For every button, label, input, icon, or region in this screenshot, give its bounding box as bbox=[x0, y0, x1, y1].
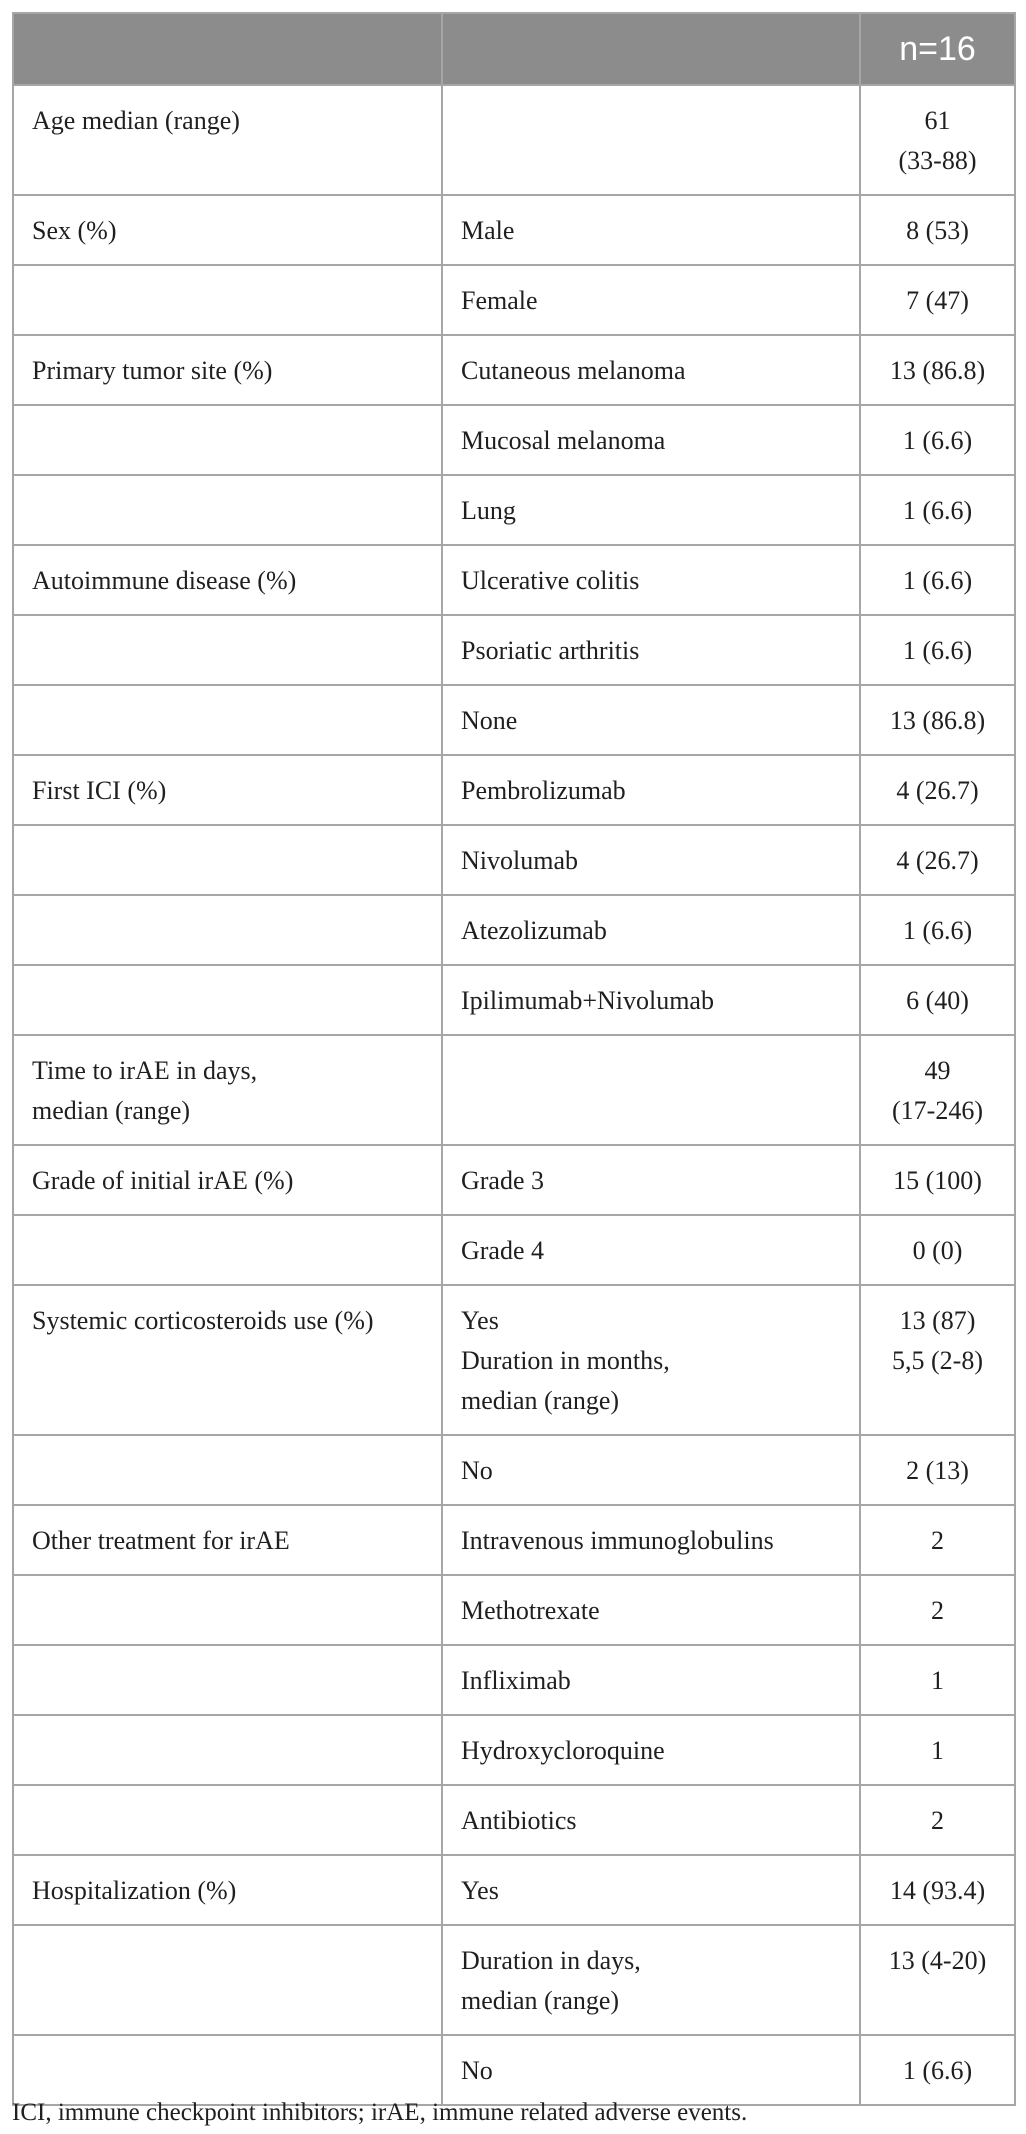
row-category-cell bbox=[442, 1505, 860, 1575]
row-value-cell bbox=[860, 755, 1015, 825]
row-value-cell bbox=[860, 545, 1015, 615]
row-value-cell bbox=[860, 1145, 1015, 1215]
row-category-cell bbox=[442, 2035, 860, 2105]
cell-text-line: Psoriatic arthritis bbox=[461, 636, 640, 665]
cell-text-line: Atezolizumab bbox=[461, 916, 607, 945]
table-row bbox=[13, 755, 1015, 825]
cell-text-line: Mucosal melanoma bbox=[461, 426, 666, 455]
row-category-cell bbox=[442, 545, 860, 615]
cell-text-line: No bbox=[461, 2056, 493, 2085]
cell-text-line: Yes bbox=[461, 1306, 499, 1335]
row-category-cell bbox=[442, 85, 860, 195]
table-row bbox=[13, 965, 1015, 1035]
row-category-cell bbox=[442, 1145, 860, 1215]
table-row bbox=[13, 335, 1015, 405]
row-value-cell bbox=[860, 1925, 1015, 2035]
row-label-cell bbox=[13, 685, 442, 755]
row-label-cell bbox=[13, 1215, 442, 1285]
table-row bbox=[13, 2035, 1015, 2105]
table-header bbox=[13, 13, 1015, 85]
row-category-cell bbox=[442, 755, 860, 825]
cell-text-line: 13 (87) bbox=[899, 1306, 976, 1335]
row-category-cell bbox=[442, 1855, 860, 1925]
cell-text-line: Duration in months, bbox=[461, 1346, 670, 1375]
row-label-cell bbox=[13, 85, 442, 195]
row-label-cell bbox=[13, 1575, 442, 1645]
cell-text-line: 0 (0) bbox=[912, 1236, 963, 1265]
cell-text-line: Systemic corticosteroids use (%) bbox=[32, 1306, 374, 1335]
table-row bbox=[13, 545, 1015, 615]
cell-text-line: 15 (100) bbox=[893, 1166, 982, 1195]
table-row bbox=[13, 1925, 1015, 2035]
table-row bbox=[13, 1285, 1015, 1435]
table-row bbox=[13, 1215, 1015, 1285]
row-label-cell bbox=[13, 1925, 442, 2035]
row-category-cell bbox=[442, 615, 860, 685]
table-row bbox=[13, 895, 1015, 965]
header-cell-characteristic bbox=[13, 13, 442, 85]
row-value-cell bbox=[860, 1435, 1015, 1505]
row-label-cell bbox=[13, 1285, 442, 1435]
cell-text-line: Duration in days, bbox=[461, 1946, 641, 1975]
row-value-cell bbox=[860, 85, 1015, 195]
cell-text-line: Ulcerative colitis bbox=[461, 566, 640, 595]
cell-text-line: 6 (40) bbox=[906, 986, 969, 1015]
cell-text-line: Lung bbox=[461, 496, 516, 525]
cell-text-line: Other treatment for irAE bbox=[32, 1526, 290, 1555]
cell-text-line: Yes bbox=[461, 1876, 499, 1905]
header-row bbox=[13, 13, 1015, 85]
row-label-cell bbox=[13, 265, 442, 335]
row-category-cell bbox=[442, 1925, 860, 2035]
cell-text-line: median (range) bbox=[461, 1986, 620, 2015]
cell-text-line: 13 (86.8) bbox=[889, 706, 986, 735]
characteristics-table bbox=[12, 12, 1016, 2106]
row-value-cell bbox=[860, 195, 1015, 265]
row-label-cell bbox=[13, 615, 442, 685]
cell-text-line: Ipilimumab+Nivolumab bbox=[461, 986, 714, 1015]
cell-text-line: (33-88) bbox=[898, 146, 977, 175]
cell-text-line: First ICI (%) bbox=[32, 776, 167, 805]
cell-text-line: 1 (6.6) bbox=[902, 2056, 973, 2085]
header-cell-category bbox=[442, 13, 860, 85]
table-row bbox=[13, 685, 1015, 755]
cell-text-line: Age median (range) bbox=[32, 106, 240, 135]
cell-text-line: None bbox=[461, 706, 518, 735]
header-cell-count: n=16 bbox=[860, 13, 1015, 85]
cell-text-line: 2 bbox=[931, 1596, 944, 1625]
cell-text-line: (17-246) bbox=[892, 1096, 983, 1125]
cell-text-line: 14 (93.4) bbox=[889, 1876, 986, 1905]
row-label-cell bbox=[13, 895, 442, 965]
table-row bbox=[13, 825, 1015, 895]
row-label-cell bbox=[13, 1145, 442, 1215]
cell-text-line: 2 bbox=[931, 1806, 944, 1835]
row-label-cell bbox=[13, 195, 442, 265]
row-category-cell bbox=[442, 195, 860, 265]
table-row bbox=[13, 1145, 1015, 1215]
cell-text-line: Hydroxycloroquine bbox=[461, 1736, 665, 1765]
row-value-cell bbox=[860, 1035, 1015, 1145]
cell-text-line: 4 (26.7) bbox=[896, 776, 979, 805]
cell-text-line: 1 (6.6) bbox=[902, 636, 973, 665]
row-value-cell bbox=[860, 1575, 1015, 1645]
cell-text-line: 13 (86.8) bbox=[889, 356, 986, 385]
row-value-cell bbox=[860, 1715, 1015, 1785]
cell-text-line: 2 (13) bbox=[906, 1456, 969, 1485]
row-label-cell bbox=[13, 825, 442, 895]
table-row bbox=[13, 405, 1015, 475]
row-category-cell bbox=[442, 265, 860, 335]
row-label-cell bbox=[13, 475, 442, 545]
row-category-cell bbox=[442, 965, 860, 1035]
cell-text-line: 8 (53) bbox=[906, 216, 969, 245]
row-value-cell bbox=[860, 1505, 1015, 1575]
cell-text-line: 1 (6.6) bbox=[902, 496, 973, 525]
row-category-cell bbox=[442, 1435, 860, 1505]
table-row bbox=[13, 1575, 1015, 1645]
row-label-cell bbox=[13, 1645, 442, 1715]
row-category-cell bbox=[442, 1785, 860, 1855]
row-category-cell bbox=[442, 1285, 860, 1435]
cell-text-line: Time to irAE in days, bbox=[32, 1056, 258, 1085]
row-label-cell bbox=[13, 965, 442, 1035]
row-category-cell bbox=[442, 1715, 860, 1785]
table-row bbox=[13, 1645, 1015, 1715]
row-value-cell bbox=[860, 335, 1015, 405]
row-category-cell bbox=[442, 685, 860, 755]
table-row bbox=[13, 85, 1015, 195]
row-value-cell bbox=[860, 895, 1015, 965]
row-label-cell bbox=[13, 1855, 442, 1925]
table-row bbox=[13, 475, 1015, 545]
table-row bbox=[13, 265, 1015, 335]
row-value-cell bbox=[860, 685, 1015, 755]
row-label-cell bbox=[13, 2035, 442, 2105]
cell-text-line: median (range) bbox=[32, 1096, 191, 1125]
row-value-cell bbox=[860, 1215, 1015, 1285]
row-value-cell bbox=[860, 825, 1015, 895]
cell-text-line: 1 (6.6) bbox=[902, 916, 973, 945]
row-category-cell bbox=[442, 825, 860, 895]
cell-text-line: 1 bbox=[931, 1666, 944, 1695]
cell-text-line: Hospitalization (%) bbox=[32, 1876, 237, 1905]
row-value-cell bbox=[860, 475, 1015, 545]
cell-text-line: Grade of initial irAE (%) bbox=[32, 1166, 294, 1195]
cell-text-line: Pembrolizumab bbox=[461, 776, 626, 805]
row-label-cell bbox=[13, 1505, 442, 1575]
cell-text-line: Cutaneous melanoma bbox=[461, 356, 686, 385]
cell-text-line: 2 bbox=[931, 1526, 944, 1555]
row-label-cell bbox=[13, 405, 442, 475]
row-value-cell bbox=[860, 1785, 1015, 1855]
row-value-cell bbox=[860, 265, 1015, 335]
cell-text-line: Primary tumor site (%) bbox=[32, 356, 273, 385]
row-value-cell bbox=[860, 1285, 1015, 1435]
table-row bbox=[13, 1435, 1015, 1505]
cell-text-line: Grade 4 bbox=[461, 1236, 545, 1265]
cell-text-line: Female bbox=[461, 286, 538, 315]
row-label-cell bbox=[13, 1715, 442, 1785]
table-row bbox=[13, 1785, 1015, 1855]
cell-text-line: Grade 3 bbox=[461, 1166, 545, 1195]
row-value-cell bbox=[860, 405, 1015, 475]
cell-text-line: No bbox=[461, 1456, 493, 1485]
cell-text-line: Sex (%) bbox=[32, 216, 117, 245]
row-value-cell bbox=[860, 1855, 1015, 1925]
cell-text-line: Intravenous immunoglobulins bbox=[461, 1526, 774, 1555]
row-category-cell bbox=[442, 335, 860, 405]
row-category-cell bbox=[442, 1645, 860, 1715]
row-value-cell bbox=[860, 965, 1015, 1035]
table-body bbox=[13, 85, 1015, 2105]
cell-text-line: 7 (47) bbox=[906, 286, 969, 315]
cell-text-line: Methotrexate bbox=[461, 1596, 600, 1625]
row-category-cell bbox=[442, 475, 860, 545]
cell-text-line: Autoimmune disease (%) bbox=[32, 566, 297, 595]
row-category-cell bbox=[442, 1575, 860, 1645]
cell-text-line: 5,5 (2-8) bbox=[892, 1346, 983, 1375]
table-row bbox=[13, 1715, 1015, 1785]
table-row bbox=[13, 615, 1015, 685]
cell-text-line: 4 (26.7) bbox=[896, 846, 979, 875]
table-footnote: ICI, immune checkpoint inhibitors; irAE, immune related adverse events. bbox=[12, 2099, 748, 2126]
cell-text-line: Antibiotics bbox=[461, 1806, 577, 1835]
table-row bbox=[13, 1505, 1015, 1575]
row-value-cell bbox=[860, 2035, 1015, 2105]
row-label-cell bbox=[13, 1035, 442, 1145]
table-row bbox=[13, 195, 1015, 265]
cell-text-line: 61 bbox=[924, 106, 951, 135]
cell-text-line: median (range) bbox=[461, 1386, 620, 1415]
cell-text-line: 1 (6.6) bbox=[902, 566, 973, 595]
row-value-cell bbox=[860, 615, 1015, 685]
cell-text-line: 49 bbox=[924, 1056, 951, 1085]
row-label-cell bbox=[13, 545, 442, 615]
row-category-cell bbox=[442, 1215, 860, 1285]
cell-text-line: 13 (4-20) bbox=[888, 1946, 987, 1975]
cell-text-line: 1 bbox=[931, 1736, 944, 1765]
row-value-cell bbox=[860, 1645, 1015, 1715]
row-label-cell bbox=[13, 755, 442, 825]
table-row bbox=[13, 1035, 1015, 1145]
cell-text-line: Nivolumab bbox=[461, 846, 578, 875]
row-category-cell bbox=[442, 405, 860, 475]
row-category-cell bbox=[442, 1035, 860, 1145]
table-row bbox=[13, 1855, 1015, 1925]
row-label-cell bbox=[13, 1435, 442, 1505]
row-label-cell bbox=[13, 335, 442, 405]
cell-text-line: 1 (6.6) bbox=[902, 426, 973, 455]
row-category-cell bbox=[442, 895, 860, 965]
row-label-cell bbox=[13, 1785, 442, 1855]
cell-text-line: Infliximab bbox=[461, 1666, 571, 1695]
cell-text-line: Male bbox=[461, 216, 515, 245]
characteristics-table-container bbox=[12, 12, 1014, 2106]
